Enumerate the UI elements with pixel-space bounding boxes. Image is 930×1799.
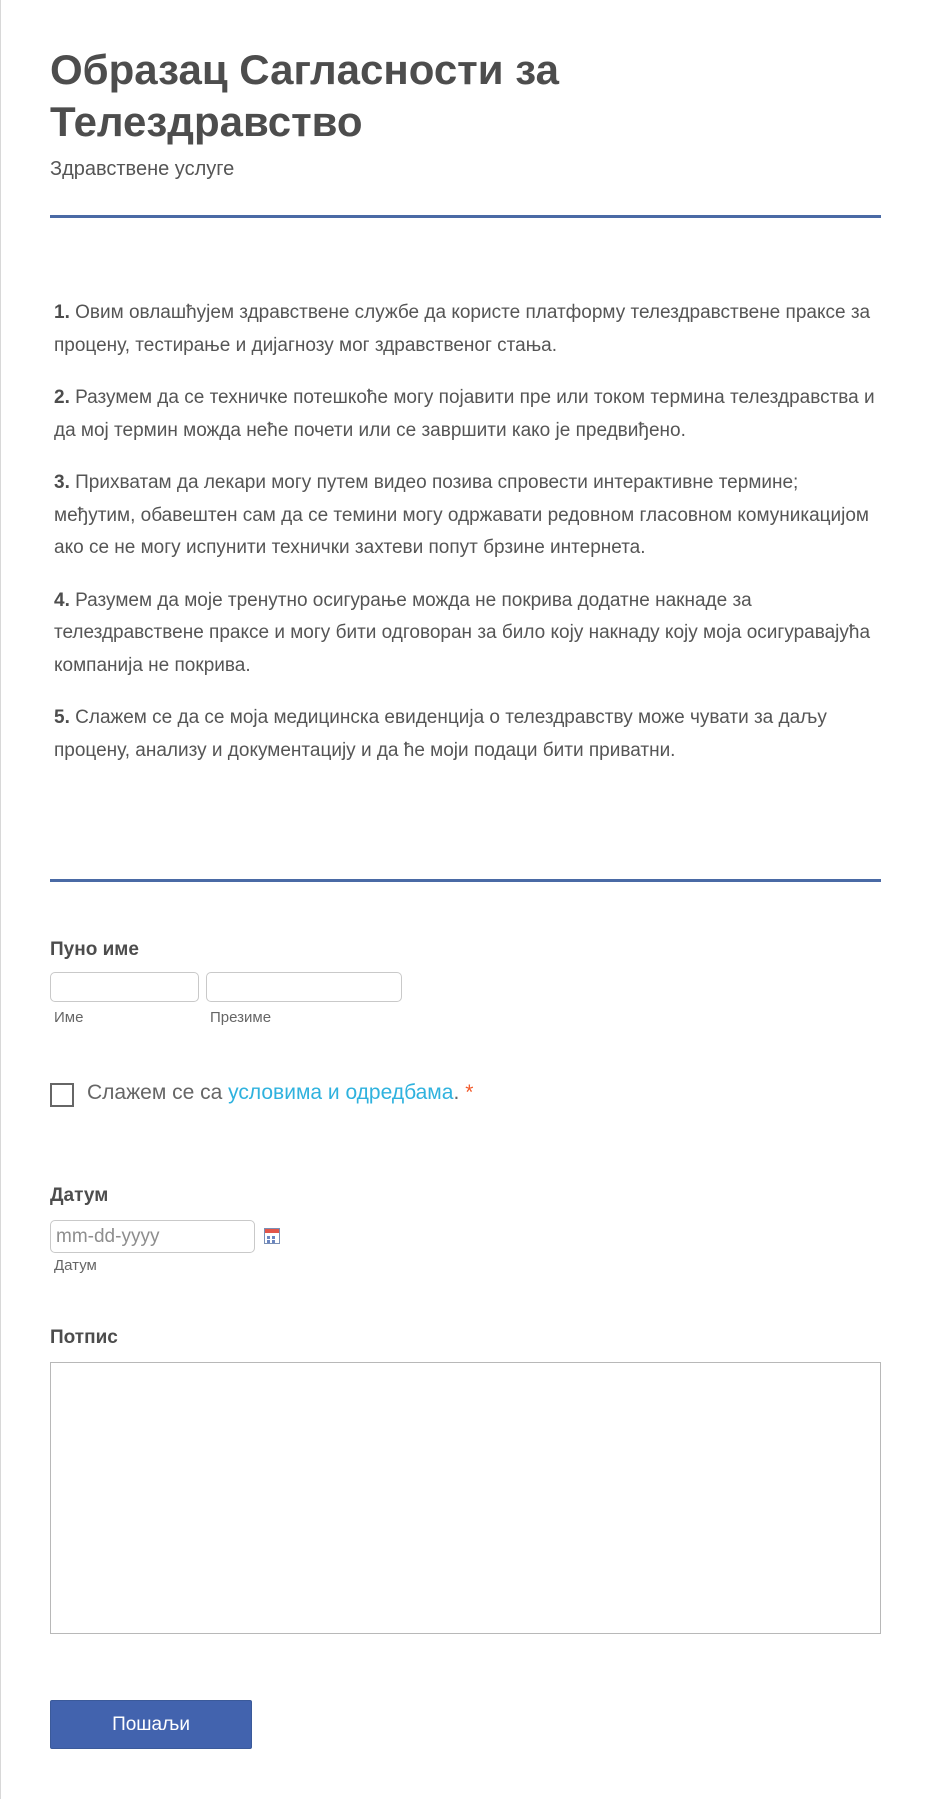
last-name-input[interactable] <box>206 972 402 1002</box>
term-number: 5. <box>54 707 70 728</box>
term-item <box>54 585 881 683</box>
last-name-sublabel: Презиме <box>210 1009 272 1026</box>
term-number: 1. <box>54 302 70 323</box>
page-left-border <box>0 0 1 1799</box>
date-label: Датум <box>50 1185 109 1206</box>
term-number: 2. <box>54 387 70 408</box>
signature-pad[interactable] <box>50 1362 881 1634</box>
form-subtitle: Здравствене услуге <box>50 158 235 180</box>
signature-label: Потпис <box>50 1327 118 1348</box>
term-text: Слажем се да се моја медицинска евиденција о телездравству може чувати за даљу процену, анализу и документацију и да ће моји подаци бити приватни. <box>54 707 827 761</box>
terms-checkbox[interactable] <box>50 1083 74 1107</box>
agreement-prefix: Слажем се са <box>87 1081 229 1104</box>
term-item <box>54 297 881 362</box>
first-name-input[interactable] <box>50 972 199 1002</box>
header-divider <box>50 215 881 218</box>
full-name-label: Пуно име <box>50 939 139 960</box>
submit-button[interactable]: Пошаљи <box>50 1700 252 1749</box>
term-number: 4. <box>54 589 70 611</box>
term-text: Прихватам да лекари могу путем видео позива спровести интерактивне термине; међутим, обавештен сам да се темини могу одржавати редовном гласовном комуникацијом ако се не могу испунити технички захтеви попут брзине интернета. <box>54 472 869 558</box>
terms-list <box>54 297 881 787</box>
term-item <box>54 702 881 767</box>
first-name-sublabel: Име <box>54 1009 84 1026</box>
terms-agreement-label <box>87 1081 473 1105</box>
term-text: Разумем да се техничке потешкоће могу појавити пре или током термина телездравства и да мој термин можда неће почети или се завршити како је предвиђено. <box>54 387 875 441</box>
form-title: Образац Сагласности за Телездравство <box>50 46 559 145</box>
calendar-icon[interactable] <box>264 1228 280 1244</box>
required-asterisk: * <box>465 1081 474 1104</box>
term-text: Овим овлашћујем здравствене службе да користе платформу телездравствене праксе за процену, тестирање и дијагнозу мог здравственог стања. <box>54 302 871 356</box>
date-input[interactable] <box>50 1220 255 1253</box>
term-item <box>54 382 881 447</box>
date-sublabel: Датум <box>54 1257 97 1274</box>
term-number: 3. <box>54 472 70 493</box>
agreement-suffix: . <box>453 1081 460 1104</box>
term-text: Разумем да моје тренутно осигурање можда не покрива додатне накнаде за телездравствене праксе и могу бити одговоран за било коју накнаду коју моја осигуравајућа компанија не покрива. <box>54 589 871 676</box>
terms-link[interactable]: условима и одредбама <box>228 1081 454 1104</box>
terms-divider <box>50 879 881 882</box>
term-item <box>54 467 881 565</box>
